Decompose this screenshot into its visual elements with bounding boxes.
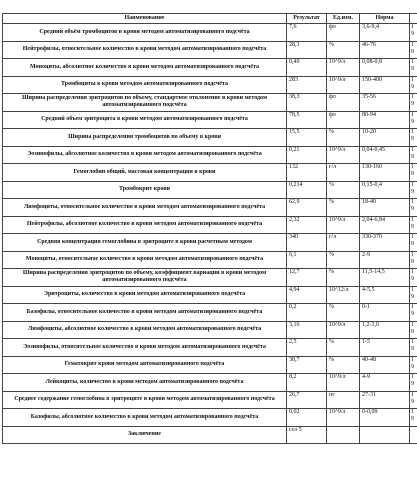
row-unit-cell: % — [327, 199, 360, 217]
row-name-cell: Средний объем эритроцита в крови методом автоматизированного подсчёта — [3, 111, 287, 129]
row-unit-cell: % — [327, 41, 360, 59]
table-row — [3, 94, 417, 112]
row-result-cell: 0,02 — [287, 409, 327, 427]
row-result-cell: 283 — [287, 76, 327, 94]
row-extra-cell: 1 9 — [410, 234, 417, 252]
row-name-cell: Гематокрит крови методом автоматизированного подсчёта — [3, 356, 287, 374]
row-result-cell: 3,16 — [287, 321, 327, 339]
row-norm-cell: 1-5 — [360, 339, 410, 357]
table-row — [3, 164, 417, 182]
row-extra-cell: 1 9 — [410, 59, 417, 77]
row-extra-cell: 1 9 — [410, 304, 417, 322]
table-row — [3, 304, 417, 322]
row-norm-cell: 150-400 — [360, 76, 410, 94]
row-norm-cell — [360, 426, 410, 444]
row-norm-cell: 40-48 — [360, 356, 410, 374]
row-name-cell: Базофилы, относительное количество в крови методом автоматизированного подсчёта — [3, 304, 287, 322]
row-norm-cell: 80-94 — [360, 111, 410, 129]
row-extra-cell: 1 9 — [410, 129, 417, 147]
row-name-cell: Моноциты, абсолютное количество в крови методом автоматизированного подсчёта — [3, 59, 287, 77]
row-norm-cell: 0,08-0,8 — [360, 59, 410, 77]
row-norm-cell: 0,04-0,45 — [360, 146, 410, 164]
row-norm-cell: 35-56 — [360, 94, 410, 112]
table-row — [3, 251, 417, 269]
row-extra-cell: 1 9 — [410, 164, 417, 182]
row-extra-cell: 1 9 — [410, 409, 417, 427]
row-extra-cell: 1 9 — [410, 356, 417, 374]
row-result-cell: 0,2 — [287, 304, 327, 322]
row-norm-cell: 0-0,09 — [360, 409, 410, 427]
table-row — [3, 216, 417, 234]
row-norm-cell: 46-76 — [360, 41, 410, 59]
table-row — [3, 374, 417, 392]
row-result-cell: 6,1 — [287, 251, 327, 269]
row-name-cell: Моноциты, относительное количество в крови методом автоматизированного подсчёта — [3, 251, 287, 269]
row-extra-cell: 1 9 — [410, 111, 417, 129]
row-norm-cell: 0,15-0,4 — [360, 181, 410, 199]
row-name-cell: Ширина распределения тромбоцитов по объему в крови — [3, 129, 287, 147]
row-result-cell: 8,2 — [287, 374, 327, 392]
row-extra-cell — [410, 426, 417, 444]
row-result-cell: 7,6 — [287, 24, 327, 42]
row-result-cell: 38,7 — [287, 356, 327, 374]
table-row — [3, 356, 417, 374]
row-extra-cell: 1 9 — [410, 321, 417, 339]
row-result-cell: соэ 5 — [287, 426, 327, 444]
table-row — [3, 426, 417, 444]
row-unit-cell: 10^12/л — [327, 286, 360, 304]
table-header-row — [3, 14, 417, 24]
lab-results-table — [2, 13, 417, 444]
row-extra-cell: 1 9 — [410, 24, 417, 42]
row-extra-cell: 1 9 — [410, 216, 417, 234]
row-result-cell: 78,5 — [287, 111, 327, 129]
table-row — [3, 181, 417, 199]
table-row — [3, 234, 417, 252]
row-unit-cell: пг — [327, 391, 360, 409]
row-name-cell: Эритроциты, количество в крови методом автоматизированного подсчёта — [3, 286, 287, 304]
row-norm-cell: 2,04-6,84 — [360, 216, 410, 234]
row-extra-cell: 1 9 — [410, 146, 417, 164]
table-row — [3, 146, 417, 164]
header-norm: Норма — [360, 14, 410, 24]
row-name-cell: Нейтрофилы, абсолютное количество в крови методом автоматизированного подсчёта — [3, 216, 287, 234]
row-result-cell: 12,7 — [287, 269, 327, 287]
row-unit-cell — [327, 426, 360, 444]
row-norm-cell: 0-1 — [360, 304, 410, 322]
row-extra-cell: 1 9 — [410, 94, 417, 112]
row-name-cell: Базофилы, абсолютное количество в крови методом автоматизированного подсчёта — [3, 409, 287, 427]
row-unit-cell: 10^9/л — [327, 146, 360, 164]
table-row — [3, 199, 417, 217]
row-unit-cell: % — [327, 356, 360, 374]
row-unit-cell: 10^9/л — [327, 216, 360, 234]
row-extra-cell: 1 9 — [410, 199, 417, 217]
row-unit-cell: 10^9/л — [327, 409, 360, 427]
row-name-cell: Гемоглобин общий, массовая концентрация в крови — [3, 164, 287, 182]
row-extra-cell: 1 9 — [410, 269, 417, 287]
table-row — [3, 409, 417, 427]
row-norm-cell: 3,6-9,4 — [360, 24, 410, 42]
row-result-cell: 15,5 — [287, 129, 327, 147]
row-extra-cell: 1 9 — [410, 339, 417, 357]
row-result-cell: 132 — [287, 164, 327, 182]
table-row — [3, 76, 417, 94]
row-norm-cell: 330-370 — [360, 234, 410, 252]
row-name-cell: Ширина распределения эритроцитов по объему, коэффициент вариации в крови методом автоматизированного подсчёта — [3, 269, 287, 287]
row-norm-cell: 2-9 — [360, 251, 410, 269]
row-extra-cell: 1 9 — [410, 181, 417, 199]
row-norm-cell: 18-40 — [360, 199, 410, 217]
row-name-cell: Лейкоциты, количество в крови методом автоматизированного подсчёта — [3, 374, 287, 392]
header-unit: Ед.изм. — [327, 14, 360, 24]
row-result-cell: 0,49 — [287, 59, 327, 77]
row-name-cell: Заключение — [3, 426, 287, 444]
table-row — [3, 111, 417, 129]
row-unit-cell: % — [327, 304, 360, 322]
row-unit-cell: г/л — [327, 234, 360, 252]
row-norm-cell: 10-20 — [360, 129, 410, 147]
table-row — [3, 59, 417, 77]
row-result-cell: 340 — [287, 234, 327, 252]
row-norm-cell: 1,2-3,6 — [360, 321, 410, 339]
row-extra-cell: 1 9 — [410, 374, 417, 392]
row-name-cell: Средняя концентрация гемоглобина в эритроците в крови расчетным методом — [3, 234, 287, 252]
row-name-cell: Среднее содержание гемоглобина в эритроците в крови методом автоматизированного подсчёта — [3, 391, 287, 409]
row-unit-cell: фл — [327, 24, 360, 42]
row-unit-cell: фл — [327, 111, 360, 129]
row-result-cell: 0,21 — [287, 146, 327, 164]
table-body — [3, 24, 417, 444]
row-name-cell: Тромбоциты в крови методом автоматизированного подсчёта — [3, 76, 287, 94]
row-norm-cell: 4-9 — [360, 374, 410, 392]
row-result-cell: 26,7 — [287, 391, 327, 409]
row-result-cell: 0,214 — [287, 181, 327, 199]
row-unit-cell: 10^9/л — [327, 59, 360, 77]
table-row — [3, 24, 417, 42]
row-name-cell: Эозинофилы, абсолютное количество в крови методом автоматизированного подсчёта — [3, 146, 287, 164]
row-name-cell: Средний объём тромбоцитов в крови методом автоматизированного подсчёта — [3, 24, 287, 42]
row-unit-cell: % — [327, 269, 360, 287]
row-norm-cell: 4-5,5 — [360, 286, 410, 304]
row-extra-cell: 1 9 — [410, 286, 417, 304]
row-extra-cell: 1 9 — [410, 41, 417, 59]
row-result-cell: 62,9 — [287, 199, 327, 217]
row-extra-cell: 1 9 — [410, 391, 417, 409]
row-name-cell: Тромбокрит крови — [3, 181, 287, 199]
row-name-cell: Нейтрофилы, относительное количество в крови методом автоматизированного подсчёта — [3, 41, 287, 59]
header-name: Наименование — [3, 14, 287, 24]
row-result-cell: 2,5 — [287, 339, 327, 357]
row-name-cell: Эозинофилы, относительное количество в крови методом автоматизированного подсчёта — [3, 339, 287, 357]
row-unit-cell: 10^9/л — [327, 374, 360, 392]
row-result-cell: 4,94 — [287, 286, 327, 304]
row-name-cell: Лимфоциты, абсолютное количество в крови методом автоматизированного подсчёта — [3, 321, 287, 339]
row-unit-cell: 10^9/л — [327, 76, 360, 94]
row-extra-cell: 1 9 — [410, 251, 417, 269]
table-row — [3, 321, 417, 339]
table-row — [3, 41, 417, 59]
row-norm-cell: 11,5-14,5 — [360, 269, 410, 287]
table-row — [3, 129, 417, 147]
table-row — [3, 391, 417, 409]
row-unit-cell: % — [327, 251, 360, 269]
header-extra — [410, 14, 417, 24]
row-name-cell: Лимфоциты, относительное количество в крови методом автоматизированного подсчёта — [3, 199, 287, 217]
row-norm-cell: 27-31 — [360, 391, 410, 409]
row-unit-cell: % — [327, 339, 360, 357]
row-result-cell: 28,3 — [287, 41, 327, 59]
row-unit-cell: г/л — [327, 164, 360, 182]
row-unit-cell: фл — [327, 94, 360, 112]
row-name-cell: Ширина распределения эритроцитов по объему, стандартное отклонение в крови методом автоматизированного подсчёта — [3, 94, 287, 112]
row-result-cell: 38,3 — [287, 94, 327, 112]
row-unit-cell: % — [327, 129, 360, 147]
row-unit-cell: % — [327, 181, 360, 199]
row-unit-cell: 10^9/л — [327, 321, 360, 339]
table-row — [3, 286, 417, 304]
table-row — [3, 269, 417, 287]
table-row — [3, 339, 417, 357]
row-extra-cell: 1 9 — [410, 76, 417, 94]
row-result-cell: 2,32 — [287, 216, 327, 234]
header-result: Результат — [287, 14, 327, 24]
row-norm-cell: 130-160 — [360, 164, 410, 182]
